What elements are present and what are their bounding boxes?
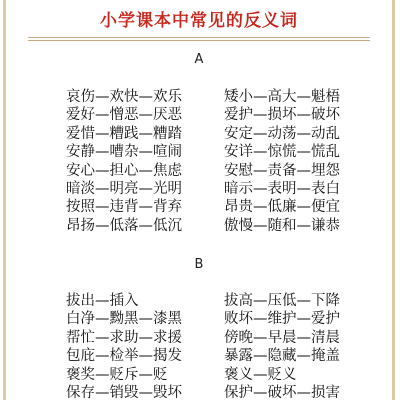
word-group: 拔出—插入 — [66, 293, 139, 309]
title-divider-lower — [28, 40, 370, 41]
word-group: 褒义—贬义 — [224, 366, 297, 383]
word-group: 保存—销毁—毁坏 — [66, 384, 182, 401]
word-group: 褒奖—贬斥—贬 — [66, 366, 168, 383]
word-group: 哀伤—欢快—欢乐 — [66, 89, 182, 105]
section-b-right-column — [224, 292, 340, 402]
word-group: 白净—黝黑—漆黑 — [66, 311, 182, 328]
section-a-left-column — [66, 88, 182, 235]
word-group: 傲慢—随和—谦恭 — [224, 217, 340, 234]
word-group: 保护—破坏—损害 — [224, 384, 340, 401]
word-group: 暗示—表明—表白 — [224, 180, 340, 197]
word-group: 暗淡—明亮—光明 — [66, 180, 182, 197]
section-a-right-column — [224, 88, 340, 235]
word-group: 安慰—责备—埋怨 — [224, 162, 340, 179]
section-letter-a: A — [194, 52, 204, 67]
word-group: 安定—动荡—动乱 — [224, 125, 340, 142]
word-group: 爱好—憎恶—厌恶 — [66, 107, 182, 124]
word-group: 昂扬—低落—低沉 — [66, 217, 182, 234]
word-group: 傍晚—早晨—清晨 — [224, 329, 340, 346]
word-group: 昂贵—低廉—便宜 — [224, 199, 340, 216]
section-letter-b: B — [194, 257, 204, 272]
word-group: 爱惜—糟践—糟踏 — [66, 125, 182, 142]
word-group: 败坏—维护—爱护 — [224, 311, 340, 328]
word-group: 暴露—隐藏—掩盖 — [224, 348, 340, 365]
word-group: 安详—惊慌—慌乱 — [224, 144, 340, 161]
word-group: 矮小—高大—魁梧 — [224, 89, 340, 105]
word-group: 安静—嘈杂—喧闹 — [66, 144, 182, 161]
word-group: 安心—担心—焦虑 — [66, 162, 182, 179]
title-divider-upper — [28, 37, 370, 38]
document-page — [3, 0, 395, 400]
word-group: 拔高—压低—下降 — [224, 293, 340, 309]
word-group: 按照—违背—背弃 — [66, 199, 182, 216]
section-b-left-column — [66, 292, 182, 402]
word-group: 爱护—损坏—破坏 — [224, 107, 340, 124]
page-title: 小学课本中常见的反义词 — [100, 11, 298, 31]
word-group: 包庇—检举—揭发 — [66, 348, 182, 365]
word-group: 帮忙—求助—求援 — [66, 329, 182, 346]
